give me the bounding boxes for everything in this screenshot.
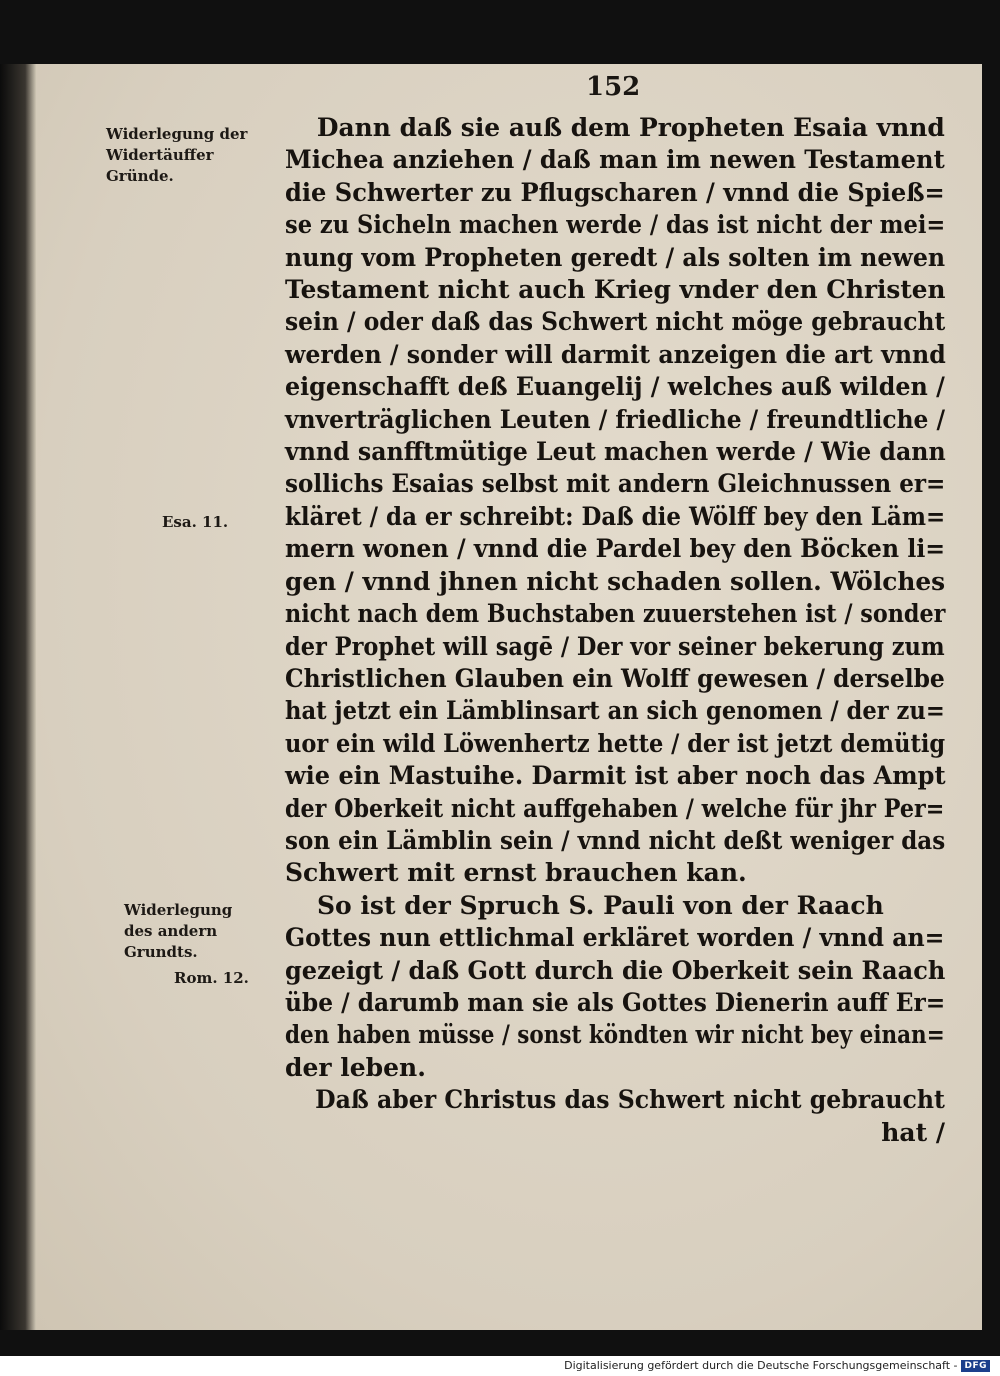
text-line: übe / darumb man sie als Gottes Dienerin auff Er= [285, 987, 946, 1017]
page-gutter-shadow [0, 64, 36, 1330]
footer-credit [564, 1359, 990, 1372]
text-line: hat jetzt ein Lämblinsart an sich genomen / der zu= [285, 696, 945, 726]
margin-note-3: Widerlegung des andern Grundts. [124, 901, 233, 961]
text-line: Gottes nun ettlichmal erkläret worden / vnnd an= [285, 923, 945, 953]
text-line: vnverträglichen Leuten / friedliche / freundtliche / [285, 404, 946, 434]
text-line: Dann daß sie auß dem Propheten Esaia vnnd [316, 113, 945, 142]
text-line: sein / oder daß das Schwert nicht möge gebraucht [285, 307, 946, 337]
text-line: Testament nicht auch Krieg vnder den Christen [285, 275, 946, 305]
text-line: So ist der Spruch S. Pauli von der Raach [317, 890, 884, 920]
text-line: der Oberkeit nicht auffgehaben / welche für jhr Per= [285, 793, 945, 823]
margin-note-2: Esa. 11. [162, 513, 229, 531]
text-line: nung vom Propheten geredt / als solten im newen [285, 242, 946, 272]
text-line: Christlichen Glauben ein Wolff gewesen / derselbe [285, 663, 945, 693]
text-line: son ein Lämblin sein / vnnd nicht deßt weniger das [285, 825, 946, 855]
dfg-logo-icon: DFG [961, 1360, 990, 1372]
text-line: se zu Sicheln machen werde / das ist nicht der mei= [285, 210, 946, 240]
text-line: Schwert mit ernst brauchen kan. [285, 858, 747, 888]
text-line: Michea anziehen / daß man im newen Testament [285, 145, 945, 175]
page-number: 152 [586, 72, 641, 102]
text-line: Daß aber Christus das Schwert nicht gebraucht [315, 1085, 945, 1115]
text-line: gen / vnnd jhnen nicht schaden sollen. Wölches [285, 566, 946, 596]
footer-text: Digitalisierung gefördert durch die Deutsche Forschungsgemeinschaft - [564, 1359, 958, 1372]
text-line: wie ein Mastuihe. Darmit ist aber noch das Ampt [285, 761, 946, 791]
text-line: eigenschafft deß Euangelij / welches auß wilden / [285, 372, 945, 402]
text-line: die Schwerter zu Pflugscharen / vnnd die Spieß= [285, 177, 945, 207]
text-line: der leben. [285, 1052, 426, 1082]
margin-note-4: Rom. 12. [174, 969, 249, 987]
text-line: den haben müsse / sonst köndten wir nicht bey einan= [285, 1020, 945, 1050]
text-line: mern wonen / vnnd die Pardel bey den Böcken li= [285, 534, 946, 564]
text-line: werden / sonder will darmit anzeigen die art vnnd [285, 339, 946, 369]
text-line: uor ein wild Löwenhertz hette / der ist jetzt demütig [285, 728, 946, 758]
text-line: nicht nach dem Buchstaben zuuerstehen ist / sonder [285, 599, 946, 629]
text-line: sollichs Esaias selbst mit andern Gleichnussen er= [285, 469, 946, 499]
margin-note-1: Widerlegung der Widertäuffer Gründe. [106, 125, 248, 185]
text-line: der Prophet will sagē / Der vor seiner bekerung zum [285, 631, 945, 661]
body-text [285, 112, 945, 1149]
text-line: gezeigt / daß Gott durch die Oberkeit sein Raach [285, 955, 946, 985]
text-line: vnnd sanfftmütige Leut machen werde / Wie dann [285, 437, 946, 467]
text-line: kläret / da er schreibt: Daß die Wölff bey den Läm= [285, 501, 946, 531]
catchword: hat / [881, 1117, 945, 1147]
